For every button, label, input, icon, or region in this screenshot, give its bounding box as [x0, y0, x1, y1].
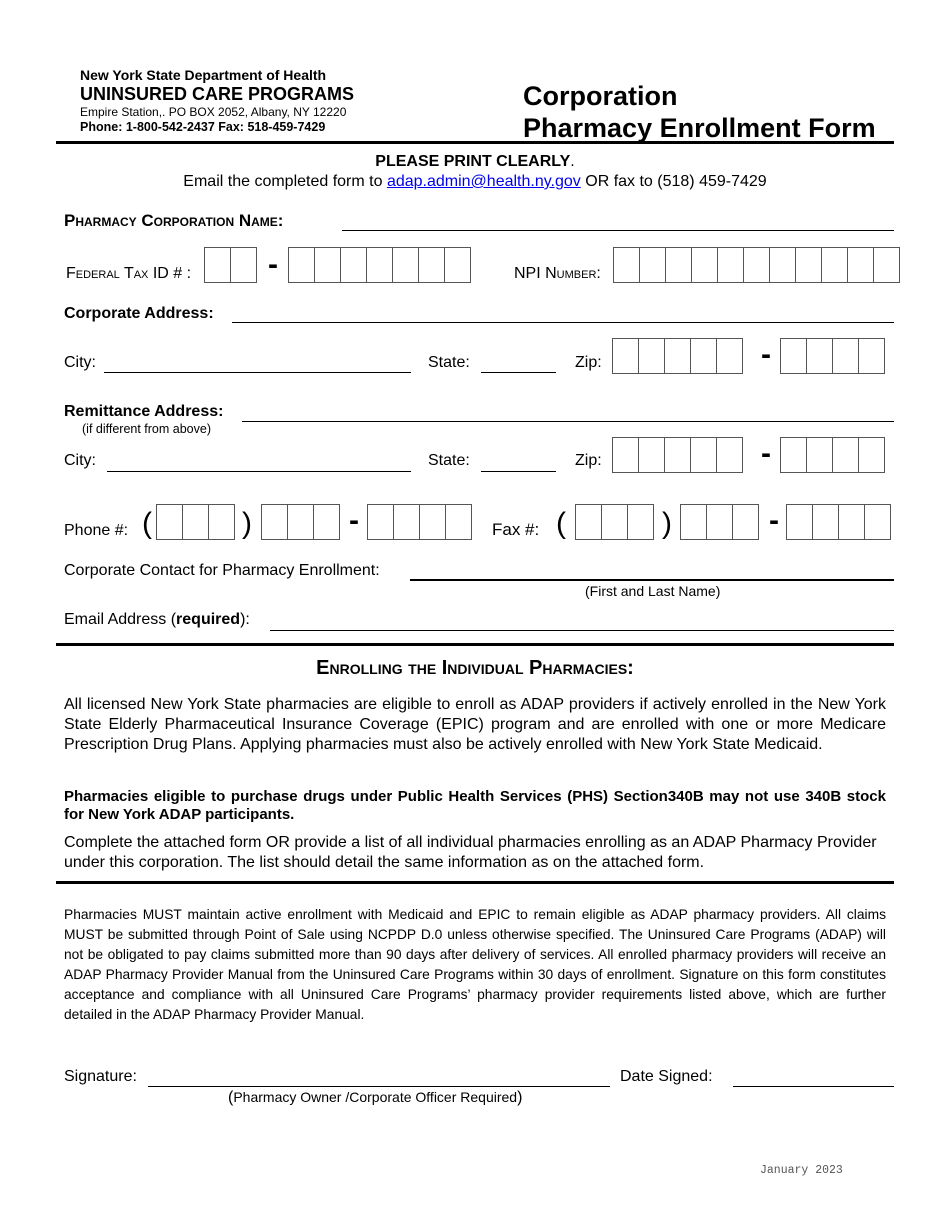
remit-zip-dash: - — [761, 437, 771, 470]
phone-dash: - — [349, 504, 359, 537]
corp-zip4-boxes[interactable] — [780, 338, 884, 374]
fax-area-code-boxes[interactable] — [575, 504, 653, 540]
footer-date: January 2023 — [760, 1164, 843, 1177]
corp-address-label: Corporate Address: — [64, 305, 214, 322]
instructions — [56, 152, 894, 192]
fax-close-paren: ) — [662, 507, 672, 540]
email-instruction-prefix: Email the completed form to — [183, 173, 387, 190]
email-label — [64, 611, 250, 629]
signature-label: Signature: — [64, 1068, 137, 1085]
npi-label: NPI Number: — [514, 265, 601, 282]
corp-name-label: Pharmacy Corporation Name: — [64, 211, 284, 230]
agency-program: UNINSURED CARE PROGRAMS — [80, 84, 355, 104]
agency-block — [80, 67, 480, 135]
header-divider — [56, 141, 894, 144]
signature-note-close: ) — [517, 1089, 523, 1106]
contact-label: Corporate Contact for Pharmacy Enrollment: — [64, 562, 380, 579]
form-title-line1: Corporation — [523, 81, 678, 111]
corp-city-field[interactable] — [104, 372, 411, 373]
contact-field[interactable] — [410, 579, 894, 581]
phone-line-boxes[interactable] — [367, 504, 471, 540]
section-divider-1 — [56, 643, 894, 646]
fed-tax-id-dash: - — [268, 248, 278, 281]
remit-city-field[interactable] — [107, 471, 411, 472]
section-divider-2 — [56, 881, 894, 884]
agency-address: Empire Station,. PO BOX 2052, Albany, NY 12220 — [80, 105, 347, 119]
form-title — [523, 80, 876, 144]
remit-address-note: (if different from above) — [82, 422, 211, 436]
corp-name-field[interactable] — [342, 230, 894, 231]
date-signed-label: Date Signed: — [620, 1068, 713, 1085]
remit-city-label: City: — [64, 452, 96, 469]
fed-tax-id-label: Federal Tax ID # : — [66, 265, 192, 282]
email-required: required — [176, 611, 241, 628]
remit-zip-label: Zip: — [575, 452, 602, 469]
phone-open-paren: ( — [142, 507, 152, 540]
agency-phone-fax: Phone: 1-800-542-2437 Fax: 518-459-7429 — [80, 120, 326, 134]
fed-tax-id-suffix-boxes[interactable] — [288, 247, 470, 283]
signature-note-open: ( — [228, 1089, 234, 1106]
fax-open-paren: ( — [556, 507, 566, 540]
fed-tax-id-prefix-boxes[interactable] — [204, 247, 256, 283]
signature-field[interactable] — [148, 1086, 610, 1087]
phone-close-paren: ) — [242, 507, 252, 540]
fax-prefix-boxes[interactable] — [680, 504, 758, 540]
remit-address-label: Remittance Address: — [64, 403, 224, 420]
fax-label: Fax #: — [492, 520, 540, 539]
enrolling-heading: Enrolling the Individual Pharmacies: — [316, 657, 634, 679]
email-label-suffix: ): — [240, 611, 250, 628]
corp-state-field[interactable] — [481, 372, 556, 373]
corp-address-field[interactable] — [232, 322, 894, 323]
fax-line-boxes[interactable] — [786, 504, 890, 540]
email-label-prefix: Email Address ( — [64, 611, 177, 628]
email-link[interactable]: adap.admin@health.ny.gov — [386, 173, 581, 190]
fax-dash: - — [769, 504, 779, 537]
remit-state-label: State: — [428, 452, 470, 469]
corp-state-label: State: — [428, 354, 470, 371]
remit-address-field[interactable] — [242, 421, 894, 422]
corp-zip5-boxes[interactable] — [612, 338, 742, 374]
terms-paragraph: Pharmacies MUST maintain active enrollment with Medicaid and EPIC to remain eligible as ADAP pharmacy providers. All claims MUST be submitted through Point of Sale using NCPDP D.0 unless otherwise specified. The Uninsured Care Programs (ADAP) will not be obligated to pay claims submitted more than 90 days after delivery of services. All enrolled pharmacy providers will receive an ADAP Pharmacy Provider Manual from the Uninsured Care Programs within 30 days of enrollment. Signature on this form constitutes acceptance and compliance with all Uninsured Care Programs’ pharmacy provider requirements listed above, which are further detailed in the ADAP Pharmacy Provider Manual. — [64, 907, 886, 1022]
npi-boxes[interactable] — [613, 247, 899, 283]
form-title-line2: Pharmacy Enrollment Form — [523, 113, 876, 143]
corp-zip-label: Zip: — [575, 354, 602, 371]
print-clearly-period: . — [570, 153, 575, 170]
remit-zip5-boxes[interactable] — [612, 437, 742, 473]
date-signed-field[interactable] — [733, 1086, 894, 1087]
enrolling-para3: Complete the attached form OR provide a list of all individual pharmacies enrolling as an ADAP Pharmacy Provider under this corporation. The list should detail the same information as on the attached form. — [64, 834, 877, 871]
remit-zip4-boxes[interactable] — [780, 437, 884, 473]
enrolling-para2: Pharmacies eligible to purchase drugs under Public Health Services (PHS) Section340B may not use 340B stock for New York ADAP participants. — [64, 788, 886, 823]
email-field[interactable] — [270, 630, 894, 631]
contact-note: (First and Last Name) — [585, 583, 721, 599]
phone-area-code-boxes[interactable] — [156, 504, 234, 540]
corp-city-label: City: — [64, 354, 96, 371]
email-instruction-suffix: OR fax to (518) 459-7429 — [580, 173, 767, 190]
phone-prefix-boxes[interactable] — [261, 504, 339, 540]
agency-dept: New York State Department of Health — [80, 67, 327, 83]
signature-note-text: Pharmacy Owner /Corporate Officer Required — [233, 1089, 518, 1105]
enrolling-para1: All licensed New York State pharmacies are eligible to enroll as ADAP providers if actively enrolled in the New York State Elderly Pharmaceutical Insurance Coverage (EPIC) program and are enrolled with one or more Medicare Prescription Drug Plans. Applying pharmacies must also be actively enrolled with New York State Medicaid. — [64, 696, 886, 753]
corp-zip-dash: - — [761, 338, 771, 371]
remit-state-field[interactable] — [481, 471, 556, 472]
phone-label: Phone #: — [64, 522, 129, 539]
signature-note — [228, 1089, 522, 1107]
print-clearly: PLEASE PRINT CLEARLY — [375, 153, 571, 170]
